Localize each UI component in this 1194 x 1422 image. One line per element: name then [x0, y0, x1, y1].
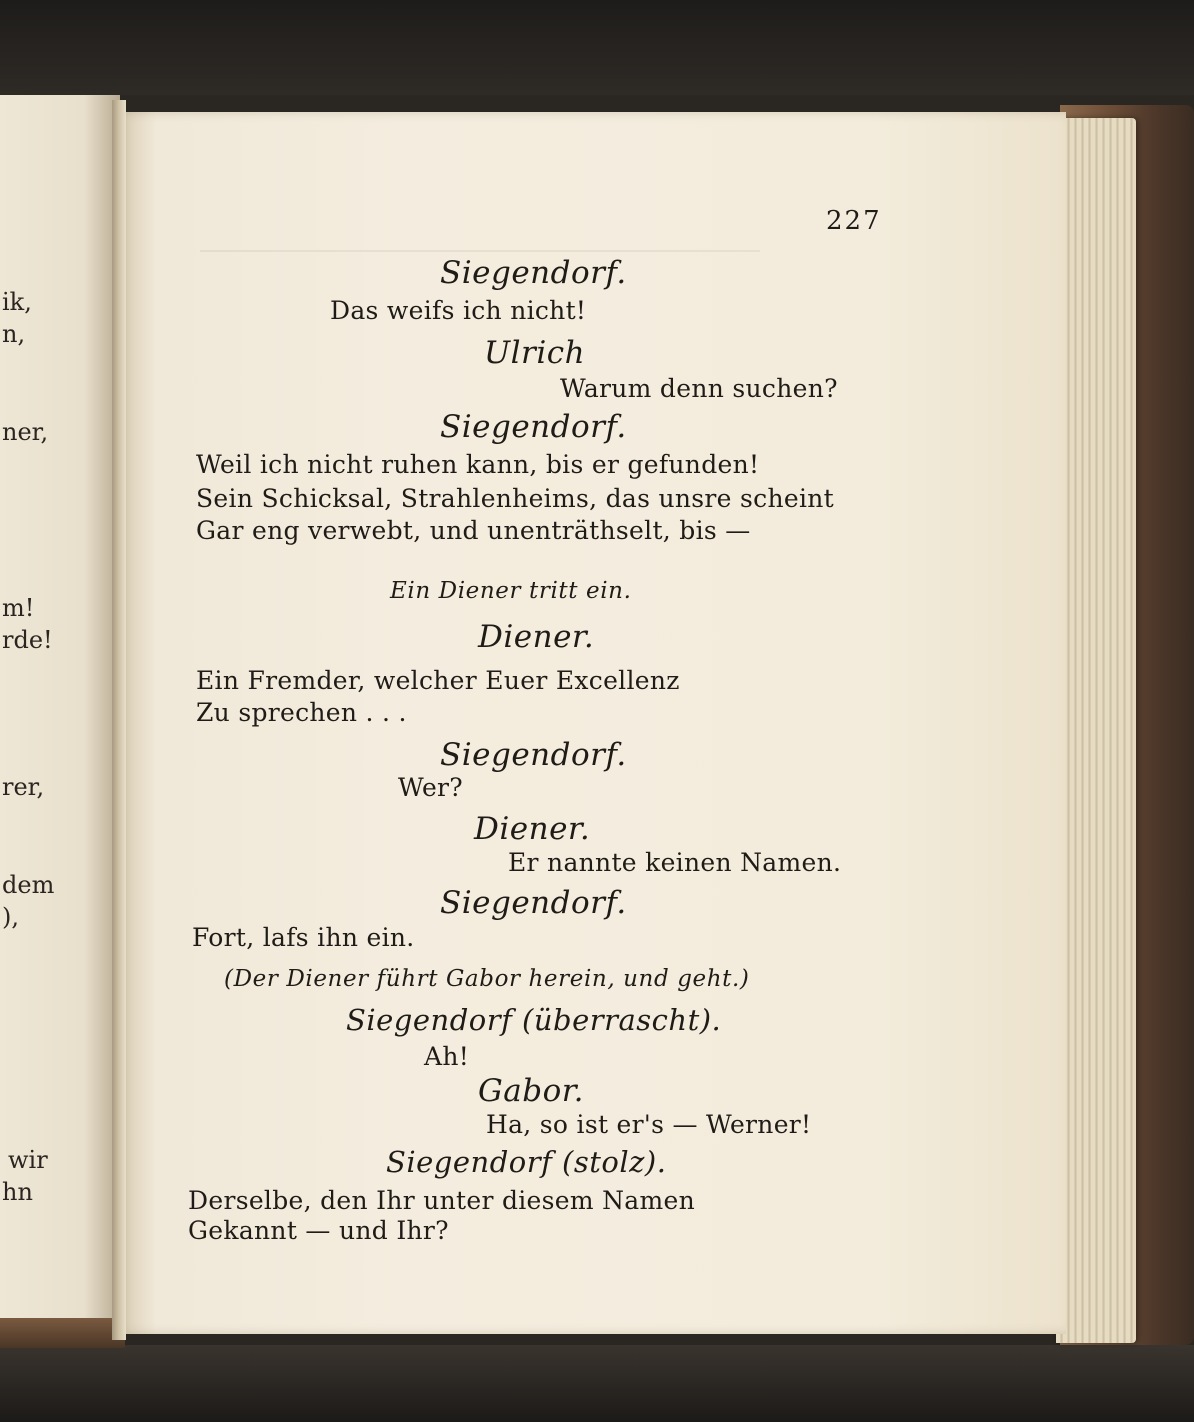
left-fragment: hn	[2, 1178, 33, 1206]
verse-line: Ein Fremder, welcher Euer Excellenz	[196, 666, 680, 695]
speaker-siegendorf: Siegendorf.	[440, 737, 627, 773]
verse-line: Derselbe, den Ihr unter diesem Namen	[188, 1186, 696, 1215]
background-bottom	[0, 1345, 1194, 1422]
verse-line: Warum denn suchen?	[560, 374, 838, 403]
left-cover-edge	[0, 1318, 125, 1348]
left-fragment: ner,	[2, 418, 49, 446]
left-fragment: rer,	[2, 773, 45, 801]
speaker-ulrich: Ulrich	[484, 335, 586, 371]
verse-line: Gekannt — und Ihr?	[188, 1216, 449, 1245]
speaker-gabor: Gabor.	[478, 1073, 585, 1109]
page-number: 227	[826, 206, 882, 236]
verse-line: Er nannte keinen Namen.	[508, 848, 842, 877]
speaker-siegendorf: Siegendorf.	[440, 409, 627, 445]
speaker-siegendorf: Siegendorf (überrascht).	[346, 1003, 722, 1037]
left-fragment: dem	[2, 871, 55, 899]
speaker-diener: Diener.	[474, 811, 591, 847]
verse-line: Ha, so ist er's — Werner!	[486, 1110, 812, 1139]
verse-line: Wer?	[398, 773, 464, 802]
verse-line: Fort, lafs ihn ein.	[192, 923, 415, 952]
background-top	[0, 0, 1194, 95]
left-fragment: n,	[2, 320, 26, 348]
speaker-siegendorf: Siegendorf.	[440, 885, 627, 921]
left-fragment: rde!	[2, 626, 53, 654]
verse-line: Ah!	[424, 1042, 470, 1071]
verse-line: Zu sprechen . . .	[196, 698, 407, 727]
stage-direction: Ein Diener tritt ein.	[390, 578, 632, 604]
speaker-siegendorf: Siegendorf (stolz).	[386, 1145, 667, 1179]
verse-line: Weil ich nicht ruhen kann, bis er gefunden!	[196, 450, 760, 479]
gutter	[112, 100, 126, 1340]
verse-line: Sein Schicksal, Strahlenheims, das unsre scheint	[196, 484, 834, 513]
speaker-diener: Diener.	[478, 619, 595, 655]
show-through	[200, 250, 760, 252]
page-edges	[1056, 118, 1136, 1343]
verse-line: Das weifs ich nicht!	[330, 296, 587, 325]
verse-line: Gar eng verwebt, und unenträthselt, bis —	[196, 516, 751, 545]
left-fragment: ik,	[2, 288, 32, 316]
left-fragment: ),	[2, 903, 19, 931]
left-fragment: wir	[8, 1146, 48, 1174]
left-fragment: m!	[2, 594, 35, 622]
stage-direction: (Der Diener führt Gabor herein, und geht.)	[224, 966, 750, 992]
speaker-siegendorf: Siegendorf.	[440, 255, 627, 291]
